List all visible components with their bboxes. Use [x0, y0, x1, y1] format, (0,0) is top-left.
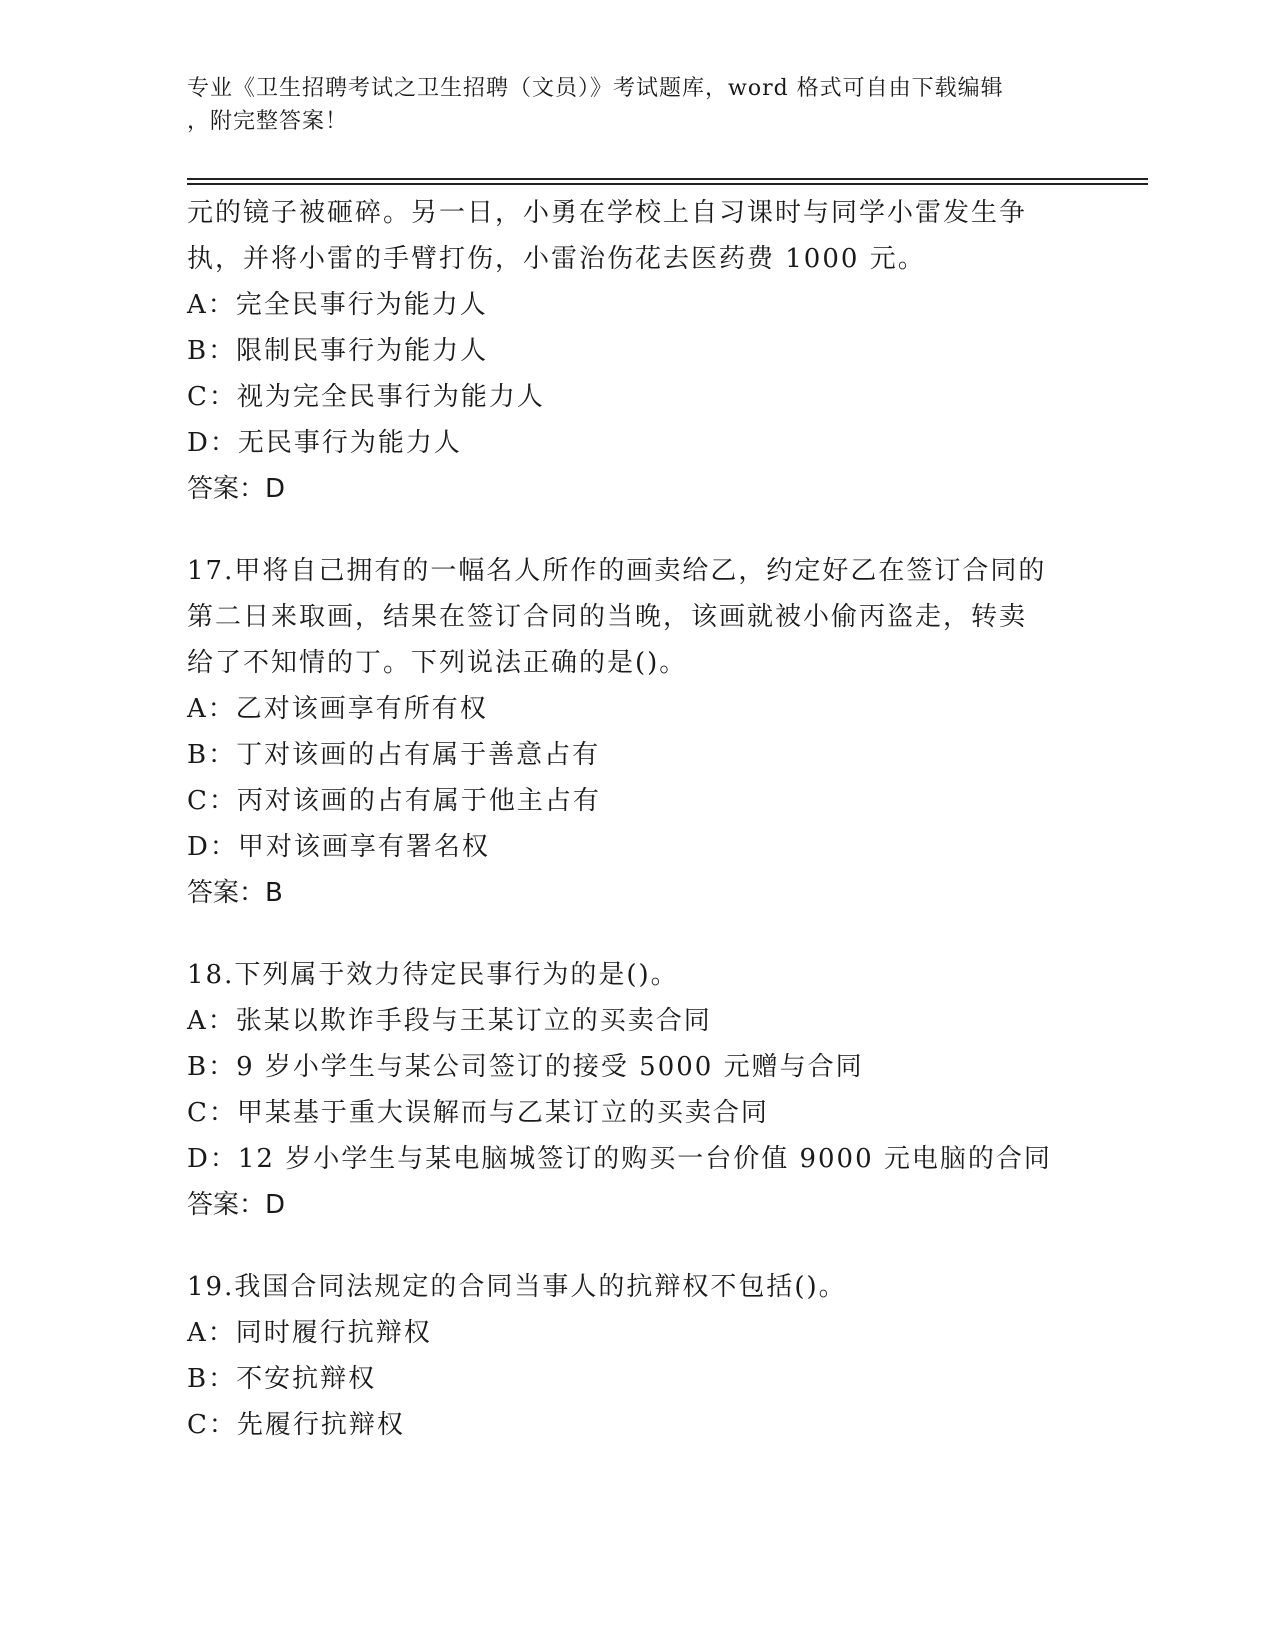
- option-b: B：限制民事行为能力人: [187, 336, 489, 366]
- option-a: A：同时履行抗辩权: [187, 1318, 432, 1348]
- question-text-line: 执，并将小雷的手臂打伤，小雷治伤花去医药费 1000 元。: [187, 244, 926, 274]
- question-text-line: 19.我国合同法规定的合同当事人的抗辩权不包括()。: [187, 1272, 847, 1302]
- header-line-1: 专业《卫生招聘考试之卫生招聘（文员）》考试题库，word 格式可自由下载编辑: [187, 76, 1004, 101]
- question-text-line: 第二日来取画，结果在签订合同的当晚，该画就被小偷丙盗走，转卖: [187, 602, 1028, 632]
- option-b: B：9 岁小学生与某公司签订的接受 5000 元赠与合同: [187, 1052, 864, 1082]
- option-d: D：甲对该画享有署名权: [187, 832, 490, 862]
- question-text-line: 17.甲将自己拥有的一幅名人所作的画卖给乙，约定好乙在签订合同的: [187, 556, 1047, 586]
- header-divider-top: [187, 178, 1148, 180]
- answer-line: 答案：B: [187, 878, 283, 908]
- header-divider-bottom: [187, 183, 1148, 185]
- option-d: D：无民事行为能力人: [187, 428, 462, 458]
- question-16-continuation: [187, 190, 1087, 512]
- question-19: [187, 1264, 1087, 1448]
- answer-line: 答案：D: [187, 1190, 286, 1220]
- document-body: [187, 190, 1087, 1448]
- option-c: C：视为完全民事行为能力人: [187, 382, 545, 412]
- question-text-line: 18.下列属于效力待定民事行为的是()。: [187, 960, 679, 990]
- question-18: [187, 952, 1087, 1228]
- question-text-line: 元的镜子被砸碎。另一日，小勇在学校上自习课时与同学小雷发生争: [187, 198, 1028, 228]
- question-text-line: 给了不知情的丁。下列说法正确的是()。: [187, 648, 688, 678]
- header-line-2: ，附完整答案！: [187, 109, 349, 134]
- option-a: A：乙对该画享有所有权: [187, 694, 488, 724]
- option-c: C：甲某基于重大误解而与乙某订立的买卖合同: [187, 1098, 769, 1128]
- option-b: B：不安抗辩权: [187, 1364, 377, 1394]
- question-17: [187, 548, 1087, 916]
- option-b: B：丁对该画的占有属于善意占有: [187, 740, 601, 770]
- option-c: C：先履行抗辩权: [187, 1410, 405, 1440]
- option-a: A：张某以欺诈手段与王某订立的买卖合同: [187, 1006, 712, 1036]
- option-d: D：12 岁小学生与某电脑城签订的购买一台价值 9000 元电脑的合同: [187, 1144, 1052, 1174]
- option-c: C：丙对该画的占有属于他主占有: [187, 786, 601, 816]
- option-a: A：完全民事行为能力人: [187, 290, 488, 320]
- answer-line: 答案：D: [187, 474, 286, 504]
- document-header: [187, 72, 1077, 138]
